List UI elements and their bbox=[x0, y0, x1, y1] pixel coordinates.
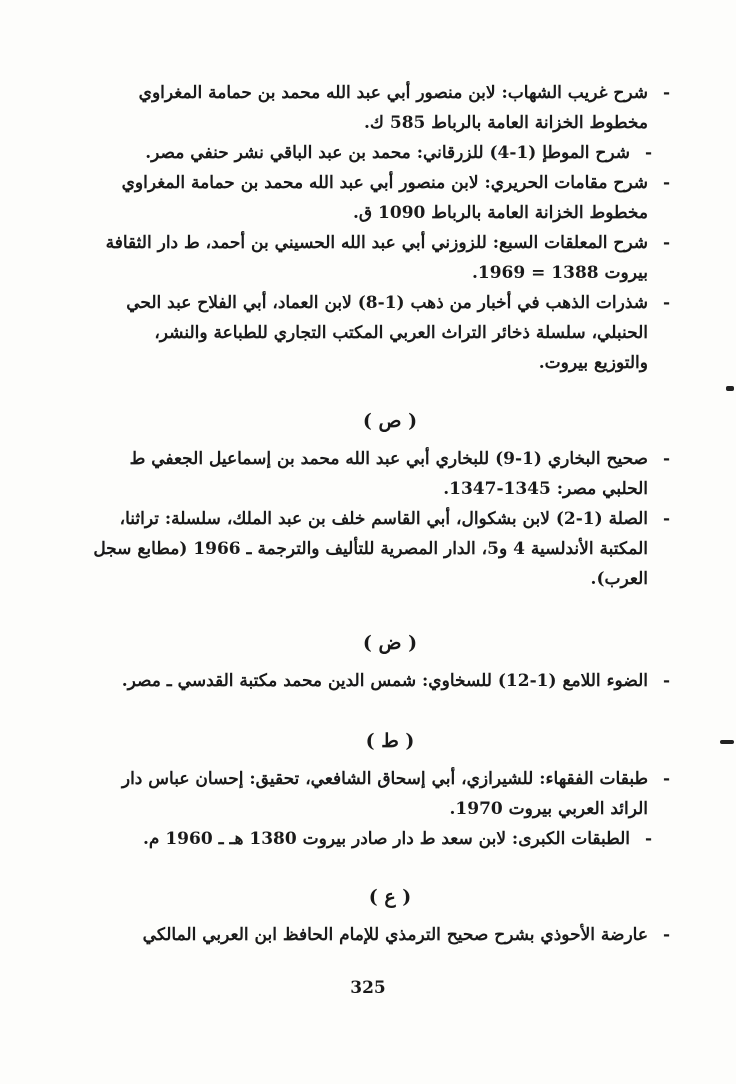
entry-line: طبقات الفقهاء: للشيرازي، أبي إسحاق الشافعي، تحقيق: إحسان عباس دار bbox=[121, 769, 648, 789]
entry-line: شرح مقامات الحريري: لابن منصور أبي عبد الله محمد بن حمامة المغراوي bbox=[121, 173, 648, 193]
section-sad bbox=[93, 444, 670, 594]
entry-dash: - bbox=[662, 509, 670, 529]
entry-dash: - bbox=[662, 449, 670, 469]
entry-line: شرح غريب الشهاب: لابن منصور أبي عبد الله محمد بن حمامة المغراوي bbox=[138, 83, 648, 103]
page-content bbox=[93, 78, 670, 950]
heading-ta: ( ط ) bbox=[365, 730, 415, 752]
section-sheen bbox=[105, 78, 670, 378]
entry-line: الحلبي مصر: 1345-1347. bbox=[443, 479, 648, 499]
entry-line: شذرات الذهب في أخبار من ذهب (1-8) لابن العماد، أبي الفلاح عبد الحي bbox=[126, 293, 648, 313]
entry-line: الصلة (1-2) لابن بشكوال، أبي القاسم خلف بن عبد الملك، سلسلة: تراثنا، bbox=[119, 509, 648, 529]
bibliography-entry bbox=[93, 504, 670, 594]
entry-line: الحنبلي، سلسلة ذخائر التراث العربي المكتب التجاري للطباعة والنشر، bbox=[154, 323, 648, 343]
margin-mark bbox=[726, 386, 734, 391]
entry-dash: - bbox=[662, 925, 670, 945]
heading-ain: ( ع ) bbox=[368, 886, 412, 908]
heading-sad: ( ص ) bbox=[362, 410, 418, 432]
entry-line: الرائد العربي بيروت 1970. bbox=[449, 799, 648, 819]
entry-dash: - bbox=[644, 143, 652, 163]
page-number: 325 bbox=[350, 978, 386, 998]
entry-line: المكتبة الأندلسية 4 و5، الدار المصرية للتأليف والترجمة ـ 1966 (مطابع سجل bbox=[93, 539, 648, 559]
bibliography-entry bbox=[110, 764, 670, 824]
entry-line: مخطوط الخزانة العامة بالرباط 585 ك. bbox=[364, 113, 648, 133]
entry-dash: - bbox=[662, 769, 670, 789]
entry-dash: - bbox=[644, 829, 652, 849]
bibliography-entry bbox=[110, 666, 670, 696]
section-ta bbox=[110, 764, 670, 854]
entry-line: شرح الموطإ (1-4) للزرقاني: محمد بن عبد الباقي نشر حنفي مصر. bbox=[145, 143, 630, 163]
entry-dash: - bbox=[662, 671, 670, 691]
section-ain bbox=[110, 920, 670, 950]
bibliography-entry bbox=[110, 288, 670, 378]
entry-line: الضوء اللامع (1-12) للسخاوي: شمس الدين محمد مكتبة القدسي ـ مصر. bbox=[121, 671, 648, 691]
bibliography-entry bbox=[110, 824, 652, 854]
entry-line: بيروت 1388 = 1969. bbox=[471, 263, 648, 283]
margin-mark bbox=[720, 740, 734, 744]
entry-line: شرح المعلقات السبع: للزوزني أبي عبد الله الحسيني بن أحمد، ط دار الثقافة bbox=[105, 233, 648, 253]
entry-dash: - bbox=[662, 173, 670, 193]
entry-line: الطبقات الكبرى: لابن سعد ط دار صادر بيروت 1380 هـ ـ 1960 م. bbox=[142, 829, 630, 849]
entry-line: العرب). bbox=[590, 569, 648, 589]
bibliography-entry bbox=[110, 138, 652, 168]
entry-line: عارضة الأحوذي بشرح صحيح الترمذي للإمام الحافظ ابن العربي المالكي bbox=[142, 925, 648, 945]
bibliography-entry bbox=[110, 920, 670, 950]
section-dad bbox=[110, 666, 670, 696]
bibliography-entry bbox=[110, 444, 670, 504]
entry-dash: - bbox=[662, 83, 670, 103]
bibliography-entry bbox=[105, 228, 670, 288]
entry-line: مخطوط الخزانة العامة بالرباط 1090 ق. bbox=[353, 203, 648, 223]
entry-dash: - bbox=[662, 293, 670, 313]
bibliography-entry bbox=[110, 78, 670, 138]
entry-line: صحيح البخاري (1-9) للبخاري أبي عبد الله محمد بن إسماعيل الجعفي ط bbox=[129, 449, 648, 469]
entry-dash: - bbox=[662, 233, 670, 253]
heading-dad: ( ض ) bbox=[362, 632, 418, 654]
entry-line: والتوزيع بيروت. bbox=[538, 353, 648, 373]
bibliography-entry bbox=[110, 168, 670, 228]
